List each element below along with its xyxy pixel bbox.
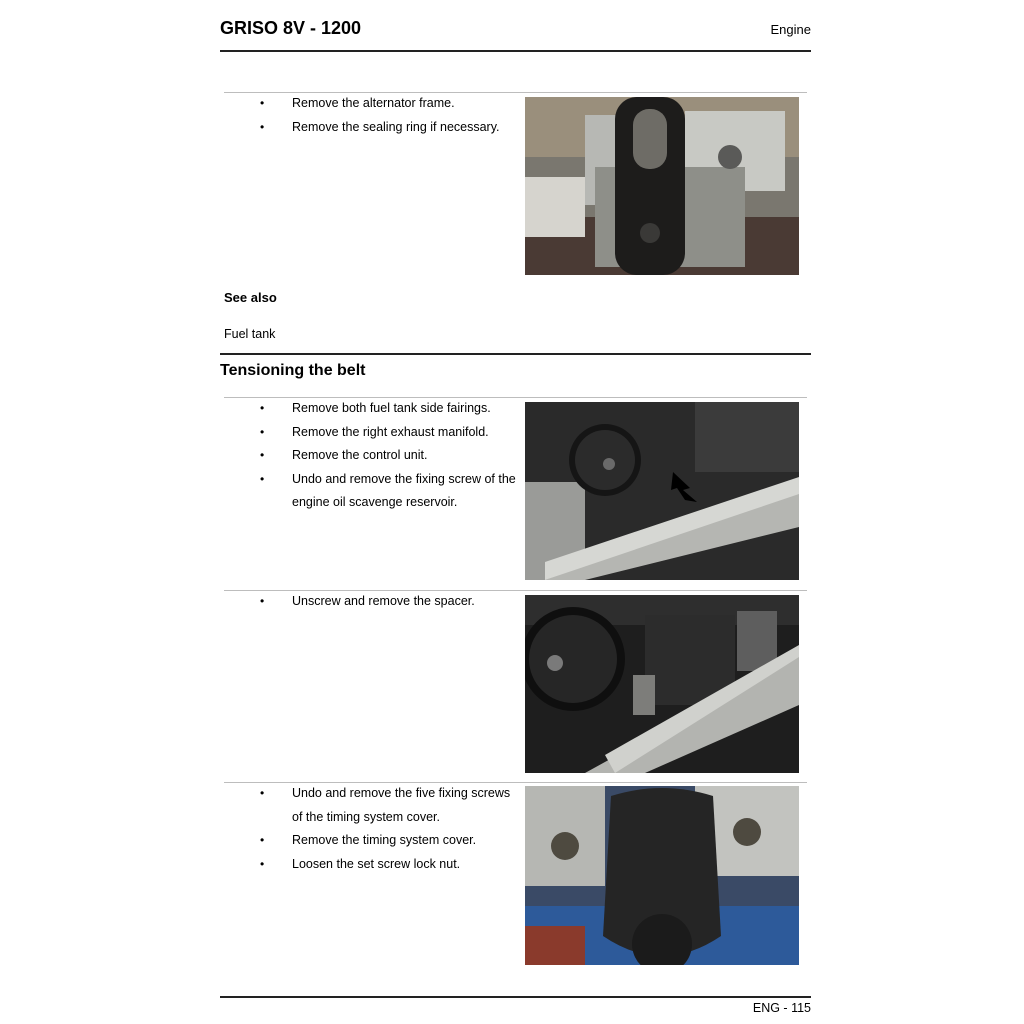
see-also-link[interactable]: Fuel tank (224, 327, 276, 341)
step-list (260, 782, 522, 876)
step-item: • Remove both fuel tank side fairings. (260, 397, 522, 421)
footer-divider (220, 996, 811, 998)
step-item: • Remove the alternator frame. (260, 92, 522, 116)
step-item: • Remove the timing system cover. (260, 829, 522, 853)
step-item: • Unscrew and remove the spacer. (260, 590, 522, 614)
section-heading: Tensioning the belt (220, 362, 366, 379)
chapter-name: Engine (770, 22, 811, 37)
page-number: ENG - 115 (752, 1001, 811, 1015)
step-item: • Undo and remove the fixing screw of the engine oil scavenge reservoir. (260, 468, 522, 515)
step-list (260, 92, 522, 139)
timing-cover-photo (525, 786, 799, 965)
alternator-frame-photo (525, 97, 799, 275)
step-list (260, 590, 522, 614)
see-also-heading: See also (224, 290, 277, 305)
step-list (260, 397, 522, 515)
header-divider (220, 50, 811, 52)
document-title: GRISO 8V - 1200 (220, 18, 362, 38)
spacer-photo (525, 595, 799, 773)
oil-reservoir-photo (525, 402, 799, 580)
step-item: • Remove the sealing ring if necessary. (260, 116, 522, 140)
step-item: • Remove the right exhaust manifold. (260, 421, 522, 445)
step-item: • Remove the control unit. (260, 444, 522, 468)
section-divider (220, 353, 811, 355)
step-item: • Loosen the set screw lock nut. (260, 853, 522, 877)
step-item: • Undo and remove the five fixing screws of the timing system cover. (260, 782, 522, 829)
